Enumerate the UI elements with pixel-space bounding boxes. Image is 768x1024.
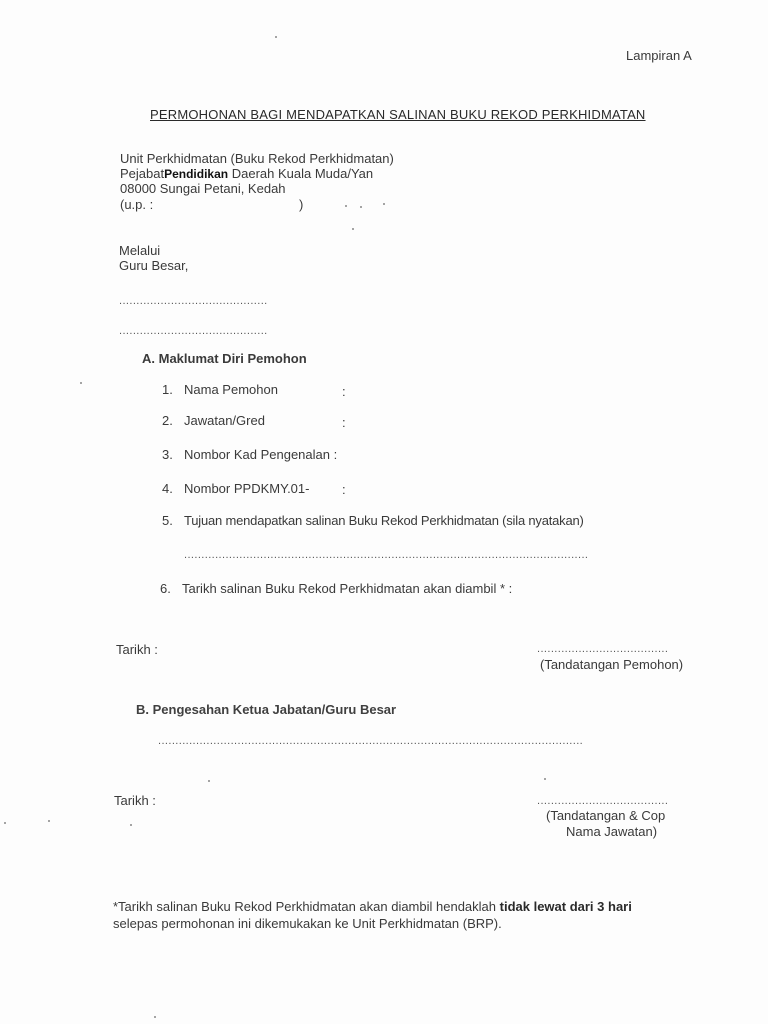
item-1-colon: : xyxy=(342,384,346,399)
item-1-number: 1. xyxy=(162,382,173,397)
address-line-3: 08000 Sungai Petani, Kedah xyxy=(120,181,286,196)
address-line-2-highlight: Pendidikan xyxy=(164,167,229,181)
head-signature-label-1: (Tandatangan & Cop xyxy=(546,808,666,823)
item-1-label: Nama Pemohon xyxy=(184,382,278,397)
item-4-number: 4. xyxy=(162,481,173,496)
section-a-heading: A. Maklumat Diri Pemohon xyxy=(142,351,307,366)
item-2-label: Jawatan/Gred xyxy=(184,413,265,428)
verification-dotted-line: ........................................................................................................................... xyxy=(158,735,584,747)
item-3-label: Nombor Kad Pengenalan : xyxy=(184,447,338,462)
scan-speck xyxy=(544,778,546,780)
scan-speck xyxy=(383,203,385,205)
item-4-label: Nombor PPDKMY.01- xyxy=(184,481,310,496)
item-3-number: 3. xyxy=(162,447,173,462)
scan-speck xyxy=(48,820,50,822)
scan-speck xyxy=(352,228,354,230)
scan-speck xyxy=(80,382,82,384)
item-6-number: 6. xyxy=(160,581,171,596)
item-5-label: Tujuan mendapatkan salinan Buku Rekod Perkhidmatan (sila nyatakan) xyxy=(184,513,584,528)
scan-speck xyxy=(4,822,6,824)
scan-speck xyxy=(345,205,347,207)
school-name-dotted-line: ........................................... xyxy=(119,295,268,307)
item-5-number: 5. xyxy=(162,513,173,528)
applicant-signature-dotted-line: ...................................... xyxy=(537,643,669,655)
address-line-2-suffix: Daerah Kuala Muda/Yan xyxy=(231,166,374,181)
address-attention-open: (u.p. : xyxy=(120,197,154,212)
scan-speck xyxy=(275,36,277,38)
section-b-date-label: Tarikh : xyxy=(114,793,156,808)
scan-speck xyxy=(154,1016,156,1018)
address-attention-close: ) xyxy=(299,197,304,212)
scan-speck xyxy=(130,824,132,826)
item-6-label: Tarikh salinan Buku Rekod Perkhidmatan akan diambil * : xyxy=(182,581,513,596)
scan-speck xyxy=(208,780,210,782)
address-line-2 xyxy=(120,166,373,182)
footnote-line-1 xyxy=(113,899,632,915)
document-title: PERMOHONAN BAGI MENDAPATKAN SALINAN BUKU REKOD PERKHIDMATAN xyxy=(150,107,646,122)
purpose-dotted-line: ..................................................................................................................... xyxy=(184,549,589,561)
address-line-2-prefix: Pejabat xyxy=(120,166,165,181)
via-line-2: Guru Besar, xyxy=(119,258,189,273)
head-signature-label-2: Nama Jawatan) xyxy=(566,824,658,839)
footnote-line-2: selepas permohonan ini dikemukakan ke Unit Perkhidmatan (BRP). xyxy=(113,916,502,931)
section-b-heading: B. Pengesahan Ketua Jabatan/Guru Besar xyxy=(136,702,397,717)
item-2-colon: : xyxy=(342,415,346,430)
footnote-line-1-bold: tidak lewat dari 3 hari xyxy=(499,899,632,914)
appendix-label: Lampiran A xyxy=(626,48,692,63)
section-a-date-label: Tarikh : xyxy=(116,642,158,657)
head-signature-dotted-line: ...................................... xyxy=(537,795,669,807)
via-line-1: Melalui xyxy=(119,243,161,258)
scan-speck xyxy=(360,206,362,208)
item-2-number: 2. xyxy=(162,413,173,428)
item-4-colon: : xyxy=(342,482,346,497)
applicant-signature-label: (Tandatangan Pemohon) xyxy=(540,657,684,672)
address-line-1: Unit Perkhidmatan (Buku Rekod Perkhidmatan) xyxy=(120,151,394,166)
school-address-dotted-line: ........................................... xyxy=(119,325,268,337)
footnote-line-1-normal: *Tarikh salinan Buku Rekod Perkhidmatan akan diambil hendaklah xyxy=(113,899,500,914)
